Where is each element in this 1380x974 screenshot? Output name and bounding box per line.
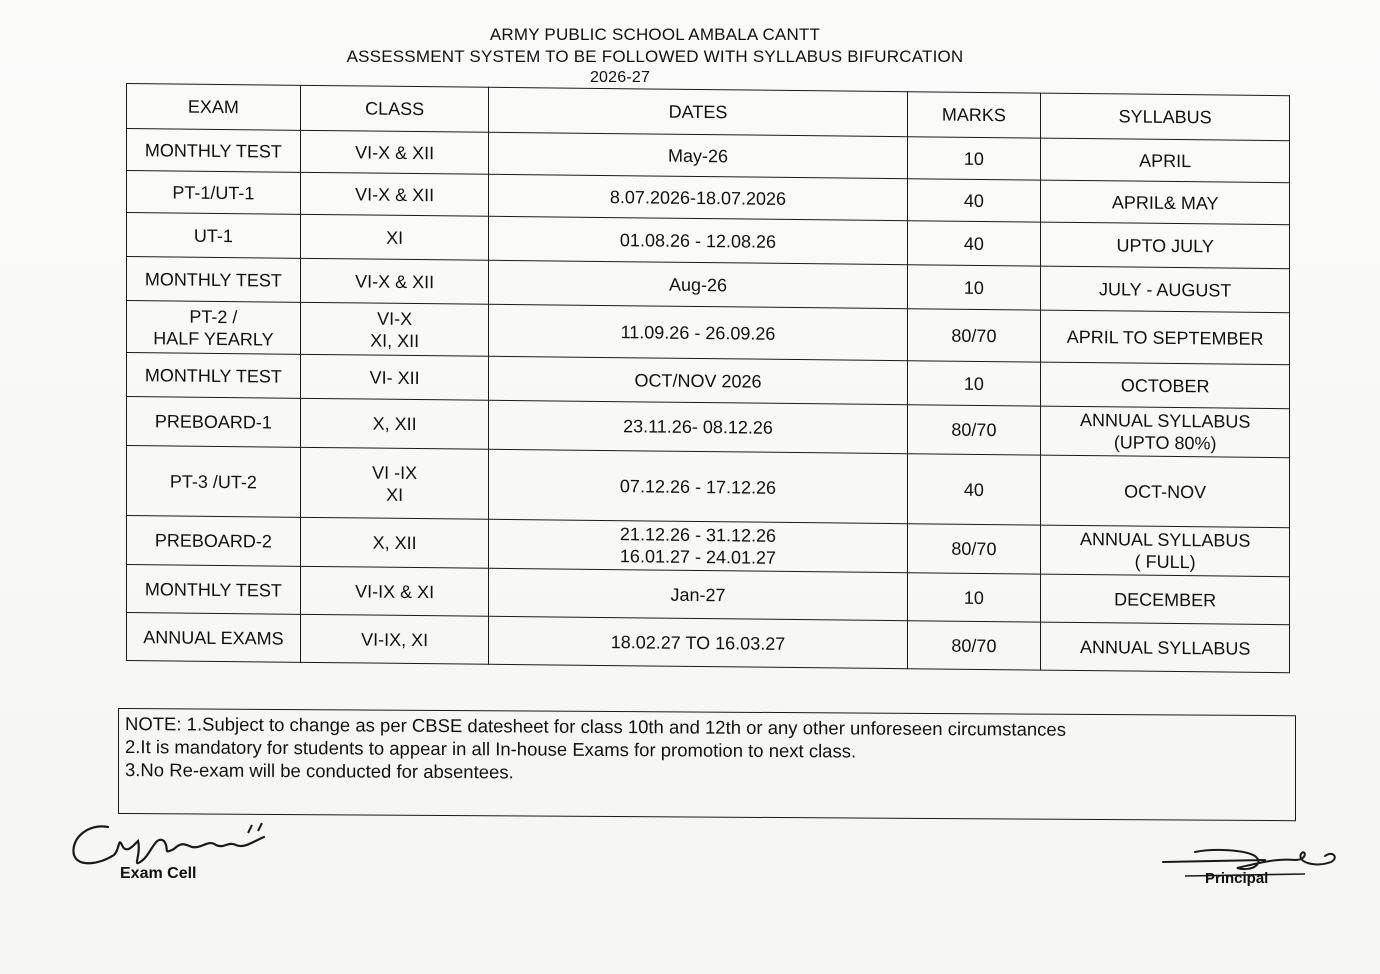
cell-class bbox=[300, 302, 489, 356]
assessment-table bbox=[126, 83, 1290, 673]
cell-dates bbox=[489, 174, 907, 220]
cell-syllabus bbox=[1041, 180, 1290, 225]
cell-marks: 40 bbox=[907, 454, 1041, 525]
cell-marks: 10 bbox=[907, 573, 1041, 622]
cell-exam bbox=[127, 301, 301, 355]
cell-class bbox=[300, 447, 489, 519]
session-year: 2026-27 bbox=[589, 69, 651, 86]
cell-class bbox=[300, 614, 489, 664]
cell-line: PT-1/UT-1 bbox=[172, 181, 255, 203]
cell-class bbox=[300, 398, 489, 449]
cell-line: XI, XII bbox=[370, 330, 420, 351]
column-header-syllabus: SYLLABUS bbox=[1041, 93, 1290, 141]
cell-syllabus bbox=[1041, 310, 1290, 365]
column-header-marks: MARKS bbox=[907, 92, 1041, 138]
cell-line: APRIL& MAY bbox=[1111, 191, 1219, 213]
cell-line: APRIL bbox=[1139, 150, 1192, 171]
cell-syllabus bbox=[1041, 266, 1290, 313]
cell-line: 16.01.27 - 24.01.27 bbox=[619, 546, 777, 568]
cell-line: UT-1 bbox=[193, 225, 233, 246]
cell-exam bbox=[127, 397, 301, 448]
cell-dates bbox=[489, 260, 907, 308]
cell-line: OCT-NOV bbox=[1124, 480, 1207, 502]
cell-exam bbox=[127, 129, 301, 173]
cell-dates bbox=[489, 568, 907, 620]
note-line: 2.It is mandatory for students to appear in all In-house Exams for promotion to next class. bbox=[125, 736, 857, 762]
cell-dates bbox=[489, 304, 907, 360]
cell-line: VI-X & XII bbox=[355, 183, 435, 205]
column-header-exam: EXAM bbox=[127, 84, 301, 131]
cell-syllabus bbox=[1041, 622, 1290, 673]
cell-line: Aug-26 bbox=[668, 274, 728, 295]
cell-exam bbox=[127, 516, 301, 567]
cell-dates bbox=[489, 216, 907, 264]
cell-line: PT-2 / bbox=[189, 306, 238, 327]
cell-line: 21.12.26 - 31.12.26 bbox=[619, 524, 777, 546]
cell-line: VI-X bbox=[377, 308, 413, 329]
principal-signature-block bbox=[1155, 838, 1345, 893]
column-header-dates: DATES bbox=[489, 87, 907, 136]
cell-dates bbox=[489, 616, 907, 668]
cell-line: Jan-27 bbox=[670, 584, 726, 605]
cell-line: VI -IX bbox=[372, 462, 418, 483]
cell-line: ANNUAL SYLLABUS bbox=[1079, 409, 1251, 432]
cell-class bbox=[300, 517, 489, 568]
cell-line: VI- XII bbox=[369, 367, 420, 388]
cell-class bbox=[300, 172, 489, 216]
cell-dates bbox=[489, 400, 907, 453]
cell-marks: 40 bbox=[907, 179, 1041, 222]
cell-line: 11.09.26 - 26.09.26 bbox=[620, 321, 776, 344]
cell-line: OCTOBER bbox=[1120, 374, 1210, 396]
cell-line: ANNUAL SYLLABUS bbox=[1079, 528, 1251, 551]
cell-line: XI bbox=[386, 484, 404, 505]
note-line: NOTE: 1.Subject to change as per CBSE datesheet for class 10th and 12th or any other unforeseen circumstances bbox=[125, 713, 1066, 740]
cell-line: PREBOARD-2 bbox=[154, 530, 272, 552]
cell-exam bbox=[127, 565, 301, 615]
cell-dates bbox=[489, 519, 907, 572]
cell-line: VI-IX, XI bbox=[361, 628, 429, 650]
cell-exam bbox=[127, 213, 301, 259]
cell-marks: 80/70 bbox=[907, 524, 1041, 574]
cell-line: VI-X & XII bbox=[355, 141, 435, 163]
cell-line: VI-X & XII bbox=[355, 270, 435, 292]
table-body bbox=[127, 129, 1290, 673]
cell-marks: 80/70 bbox=[907, 405, 1041, 455]
cell-line: OCT/NOV 2026 bbox=[634, 369, 762, 392]
cell-line: ( FULL) bbox=[1134, 551, 1196, 573]
cell-line: APRIL TO SEPTEMBER bbox=[1066, 326, 1264, 349]
cell-line: UPTO JULY bbox=[1116, 234, 1214, 256]
cell-class bbox=[300, 566, 489, 616]
cell-syllabus bbox=[1041, 406, 1290, 458]
cell-class bbox=[300, 258, 489, 304]
cell-line: MONTHLY TEST bbox=[144, 578, 282, 601]
notes-box bbox=[118, 708, 1296, 821]
cell-exam bbox=[127, 446, 301, 518]
cell-line: MONTHLY TEST bbox=[144, 364, 282, 387]
cell-exam bbox=[127, 257, 301, 303]
cell-line: 07.12.26 - 17.12.26 bbox=[619, 475, 777, 498]
cell-line: 18.02.27 TO 16.03.27 bbox=[610, 631, 786, 654]
cell-exam bbox=[127, 613, 301, 663]
cell-marks: 80/70 bbox=[907, 621, 1041, 670]
cell-line: X, XII bbox=[372, 532, 417, 554]
cell-line: PREBOARD-1 bbox=[154, 411, 272, 433]
cell-marks: 10 bbox=[907, 265, 1041, 310]
cell-line: 01.08.26 - 12.08.26 bbox=[619, 229, 777, 252]
cell-line: 23.11.26- 08.12.26 bbox=[623, 416, 773, 438]
cell-line: X, XII bbox=[372, 413, 417, 435]
cell-marks: 10 bbox=[907, 137, 1041, 180]
cell-line: DECEMBER bbox=[1114, 588, 1217, 610]
cell-line: MONTHLY TEST bbox=[144, 139, 282, 162]
cell-line: 8.07.2026-18.07.2026 bbox=[609, 186, 787, 209]
cell-line: (UPTO 80%) bbox=[1113, 432, 1217, 454]
cell-marks: 10 bbox=[907, 361, 1041, 406]
cell-line: PT-3 /UT-2 bbox=[169, 470, 257, 492]
cell-class bbox=[300, 354, 489, 400]
cell-class bbox=[300, 214, 489, 260]
exam-cell-label: Exam Cell bbox=[120, 865, 197, 882]
cell-syllabus bbox=[1041, 574, 1290, 625]
table-row bbox=[127, 446, 1290, 528]
cell-line: JULY - AUGUST bbox=[1098, 278, 1232, 301]
cell-marks: 40 bbox=[907, 221, 1041, 266]
cell-dates bbox=[489, 449, 907, 523]
cell-line: MONTHLY TEST bbox=[144, 268, 282, 291]
cell-syllabus bbox=[1041, 525, 1290, 577]
cell-dates bbox=[489, 356, 907, 404]
cell-syllabus bbox=[1041, 222, 1290, 269]
note-line: 3.No Re-exam will be conducted for absentees. bbox=[125, 759, 514, 783]
cell-dates bbox=[489, 132, 907, 178]
exam-cell-signature-block bbox=[68, 815, 278, 890]
cell-line: ANNUAL EXAMS bbox=[143, 626, 284, 649]
cell-syllabus bbox=[1041, 455, 1290, 528]
cell-class bbox=[300, 130, 489, 174]
column-header-class: CLASS bbox=[300, 85, 489, 132]
cell-line: HALF YEARLY bbox=[153, 327, 274, 350]
cell-exam bbox=[127, 171, 301, 215]
cell-marks: 80/70 bbox=[907, 309, 1041, 362]
cell-line: May-26 bbox=[667, 145, 729, 166]
document-subtitle: ASSESSMENT SYSTEM TO BE FOLLOWED WITH SYLLABUS BIFURCATION bbox=[346, 47, 964, 66]
document-header bbox=[0, 24, 1300, 88]
principal-label: Principal bbox=[1205, 870, 1269, 887]
cell-line: XI bbox=[386, 227, 404, 248]
cell-exam bbox=[127, 353, 301, 399]
cell-syllabus bbox=[1041, 138, 1290, 183]
school-name: ARMY PUBLIC SCHOOL AMBALA CANTT bbox=[489, 25, 821, 44]
cell-line: VI-IX & XI bbox=[355, 580, 435, 602]
cell-line: ANNUAL SYLLABUS bbox=[1079, 636, 1251, 659]
cell-syllabus bbox=[1041, 362, 1290, 409]
